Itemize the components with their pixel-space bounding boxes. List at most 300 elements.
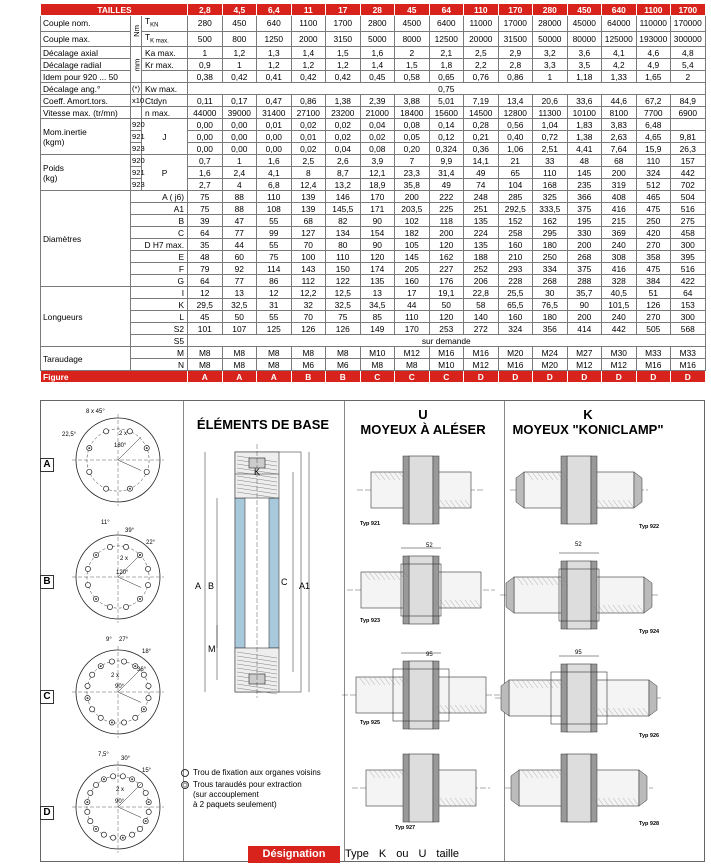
flange [591, 754, 597, 822]
dim-label: 52 [426, 543, 433, 549]
table-cell: 135 [360, 275, 395, 287]
table-cell: 2,1 [429, 47, 464, 59]
table-cell: 39000 [222, 107, 257, 119]
table-cell: 75 [188, 191, 223, 203]
symbol-cell: M [131, 347, 188, 359]
table-row [41, 215, 706, 227]
symbol-cell: C [131, 227, 188, 239]
table-cell: 168 [533, 179, 568, 191]
table-row [41, 155, 706, 167]
table-cell: 55 [257, 239, 292, 251]
table-cell: 80 [326, 239, 361, 251]
clamp-ring [516, 472, 524, 508]
table-cell: 20,6 [533, 95, 568, 107]
table-cell: 356 [533, 323, 568, 335]
table-cell: 77 [222, 227, 257, 239]
tapped-hole-icon [88, 447, 90, 449]
table-cell: 0,02 [326, 131, 361, 143]
dim-label: A [195, 581, 202, 591]
table-cell: 12,2 [291, 287, 326, 299]
angle-label: 7,5° [98, 752, 109, 758]
table-cell: 2,5 [464, 47, 499, 59]
table-cell: 319 [602, 179, 637, 191]
table-cell: 80000 [567, 31, 602, 47]
symbol-cell: S5 [131, 335, 188, 347]
table-cell: 4,65 [636, 131, 671, 143]
table-cell: 0,76 [464, 71, 499, 83]
table-cell: 308 [602, 251, 637, 263]
table-cell: M8 [257, 347, 292, 359]
table-cell: 8000 [395, 31, 430, 47]
table-cell: 171 [360, 203, 395, 215]
table-cell: 110 [533, 167, 568, 179]
hole-icon [143, 790, 148, 795]
table-row [41, 335, 706, 347]
table-cell: M8 [188, 347, 223, 359]
hole-icon [127, 429, 132, 434]
table-cell: 268 [533, 275, 568, 287]
table-cell: 193000 [636, 31, 671, 47]
table-cell: 0,01 [257, 119, 292, 131]
symbol-cell: Kr max. [142, 59, 188, 71]
table-cell: 122 [326, 275, 361, 287]
table-cell: 17000 [498, 16, 533, 32]
hole-icon [85, 683, 90, 688]
row-label: Couple max. [41, 31, 131, 47]
table-cell: 0,58 [395, 71, 430, 83]
table-row [41, 107, 706, 119]
clamp-ring [634, 472, 642, 508]
clamp-ring [649, 680, 657, 716]
table-cell: 442 [602, 323, 637, 335]
table-cell: 324 [498, 323, 533, 335]
table-cell: 110 [326, 251, 361, 263]
table-cell: 1,3 [257, 47, 292, 59]
angle-label: 120° [116, 570, 129, 576]
table-cell: 0,21 [464, 131, 499, 143]
table-cell: 118 [429, 215, 464, 227]
table-cell: 1250 [257, 31, 292, 47]
table-row [41, 16, 706, 32]
table-cell: 49 [429, 179, 464, 191]
table-cell: 0,02 [291, 143, 326, 155]
table-cell: 110 [464, 4, 499, 16]
table-cell: 235 [567, 179, 602, 191]
table-cell: D [498, 371, 533, 383]
table-row [41, 251, 706, 263]
tapped-hole-icon [95, 598, 97, 600]
table-cell: 300000 [671, 31, 706, 47]
table-cell: 15600 [429, 107, 464, 119]
row-label: Vitesse max. (tr/mn) [41, 107, 131, 119]
table-row [41, 347, 706, 359]
table-cell: 6,48 [636, 119, 671, 131]
table-cell: 275 [671, 215, 706, 227]
table-cell: 248 [464, 191, 499, 203]
table-cell: M6 [326, 359, 361, 371]
table-cell: 280 [533, 4, 568, 16]
hole-icon [85, 809, 90, 814]
table-cell: 12 [188, 287, 223, 299]
table-cell: 162 [533, 215, 568, 227]
hub-right [433, 770, 476, 806]
hole-icon [133, 715, 138, 720]
type-label: Typ 921 [360, 521, 381, 527]
symbol-cell: L [131, 311, 188, 323]
table-cell: 225 [429, 203, 464, 215]
table-row [41, 239, 706, 251]
table-cell: 330 [567, 227, 602, 239]
table-cell: 21000 [360, 107, 395, 119]
figure-letter-c: C [40, 690, 54, 704]
table-cell: 4,1 [602, 47, 637, 59]
tapped-hole-icon [122, 837, 124, 839]
table-cell: 0,11 [188, 95, 223, 107]
table-cell: 0,42 [291, 71, 326, 83]
table-cell: 324 [636, 167, 671, 179]
k-hub-drawings [503, 440, 703, 860]
table-cell: M12 [567, 359, 602, 371]
table-cell: 32 [291, 299, 326, 311]
table-cell: 107 [222, 323, 257, 335]
table-cell: 44 [395, 299, 430, 311]
tapped-hole-icon [145, 820, 147, 822]
flange [561, 456, 567, 524]
table-cell: 0,00 [188, 143, 223, 155]
table-cell: 18400 [395, 107, 430, 119]
table-cell: 86 [257, 275, 292, 287]
table-cell: 0,65 [429, 71, 464, 83]
table-cell: 1,6 [257, 155, 292, 167]
table-cell: 30 [533, 287, 568, 299]
symbol-cell: B [131, 215, 188, 227]
angle-label: 39° [125, 528, 135, 534]
table-cell: 48 [567, 155, 602, 167]
clamp-ring [639, 770, 647, 806]
table-row [41, 131, 706, 143]
table-cell: 1,4 [360, 59, 395, 71]
row-label: Décalage ang.° [41, 83, 131, 95]
symbol-cell: I [131, 287, 188, 299]
table-cell: 288 [567, 275, 602, 287]
table-cell: 0,08 [360, 143, 395, 155]
table-cell: sur demande [188, 335, 706, 347]
table-cell: 227 [429, 263, 464, 275]
tapped-hole-icon [143, 708, 145, 710]
table-cell: 0,00 [222, 131, 257, 143]
table-cell: 3,88 [395, 95, 430, 107]
radius-line [118, 807, 141, 818]
table-cell: 149 [360, 323, 395, 335]
table-cell: 126 [326, 323, 361, 335]
table-cell: 0,02 [326, 119, 361, 131]
angle-label: 18° [142, 649, 152, 655]
table-cell: 7,64 [602, 143, 637, 155]
table-cell: M24 [533, 347, 568, 359]
dim-label: C [281, 577, 288, 587]
table-row [41, 311, 706, 323]
angle-label: 22,5° [62, 432, 77, 438]
table-cell: 170000 [671, 16, 706, 32]
hole-icon [90, 672, 95, 677]
dim-label: K [254, 467, 261, 477]
table-cell: 3,3 [533, 59, 568, 71]
table-cell: 120 [429, 239, 464, 251]
table-cell: 135 [464, 215, 499, 227]
table-cell: 153 [671, 299, 706, 311]
symbol-cell: D H7 max. [131, 239, 188, 251]
table-cell: 162 [429, 251, 464, 263]
table-cell: 60 [222, 251, 257, 263]
table-cell: 0,86 [291, 95, 326, 107]
flange [433, 456, 439, 524]
table-cell: 150 [326, 263, 361, 275]
table-cell: 125000 [602, 31, 637, 47]
radius-line [118, 692, 141, 703]
table-cell: 88 [222, 203, 257, 215]
table-cell: 145 [395, 251, 430, 263]
tapped-hole-icon [87, 697, 89, 699]
flange [403, 456, 409, 524]
symbol-cell: A1 [131, 203, 188, 215]
table-cell: 140 [464, 311, 499, 323]
table-cell: 110 [395, 311, 430, 323]
table-cell: 293 [498, 263, 533, 275]
hole-icon [104, 429, 109, 434]
type-label: Typ 923 [360, 618, 381, 624]
table-cell: 0,00 [188, 131, 223, 143]
table-cell: 1,38 [567, 131, 602, 143]
table-cell: 270 [636, 239, 671, 251]
table-cell: 101 [188, 323, 223, 335]
table-cell: 120 [429, 311, 464, 323]
table-cell: 395 [671, 251, 706, 263]
angle-label: 8 x 45° [86, 409, 105, 415]
table-cell: 14,1 [464, 155, 499, 167]
hole-icon [87, 469, 92, 474]
table-cell: 200 [602, 167, 637, 179]
unit-cell: Nm [131, 16, 142, 47]
table-cell: C [395, 371, 430, 383]
table-cell: 0,38 [188, 71, 223, 83]
table-cell: 28 [360, 4, 395, 16]
table-cell: 45 [188, 311, 223, 323]
row-label: Couple nom. [41, 16, 131, 32]
table-cell: M16 [671, 359, 706, 371]
table-cell: 12500 [429, 31, 464, 47]
table-cell: 0,01 [291, 131, 326, 143]
table-cell: 160 [498, 239, 533, 251]
table-cell: 1100 [636, 4, 671, 16]
flange [403, 661, 409, 729]
table-cell: 200 [567, 239, 602, 251]
table-cell: 2,39 [360, 95, 395, 107]
clamp-ring [506, 577, 514, 613]
table-cell: 2000 [291, 31, 326, 47]
table-cell: 2,2 [464, 59, 499, 71]
row-label: Idem pour 920 ... 50 [41, 71, 131, 83]
table-cell: 40,5 [602, 287, 637, 299]
tapped-hole-icon [134, 665, 136, 667]
table-cell: 512 [636, 179, 671, 191]
row-label: Décalage radial [41, 59, 131, 71]
table-row [41, 167, 706, 179]
table-cell: 1,2 [291, 59, 326, 71]
table-cell: M8 [326, 347, 361, 359]
flange [591, 664, 597, 732]
table-cell: 325 [533, 191, 568, 203]
table-row [41, 143, 706, 155]
table-cell: 2,9 [498, 47, 533, 59]
table-cell: 0,02 [360, 131, 395, 143]
table-cell: 250 [636, 215, 671, 227]
hole-icon [107, 544, 112, 549]
table-cell: 253 [429, 323, 464, 335]
table-cell: 55 [257, 311, 292, 323]
table-cell: 0,14 [429, 119, 464, 131]
table-cell: 0,75 [188, 83, 706, 95]
table-cell: 0,86 [498, 71, 533, 83]
symbol-cell: n max. [142, 107, 188, 119]
table-cell: 11000 [464, 16, 499, 32]
flange [591, 456, 597, 524]
table-cell: 203,5 [395, 203, 430, 215]
table-cell: 475 [636, 263, 671, 275]
table-cell: 1,5 [395, 59, 430, 71]
group-label: Mom.inertie (kgm) [41, 119, 131, 155]
table-cell: 224 [464, 227, 499, 239]
table-cell: M12 [395, 347, 430, 359]
table-cell [671, 119, 706, 131]
table-cell: M16 [498, 359, 533, 371]
table-cell: 272 [464, 323, 499, 335]
table-cell: 33 [533, 155, 568, 167]
table-cell: 45000 [567, 16, 602, 32]
table-cell: 1 [188, 47, 223, 59]
table-cell: 65,5 [498, 299, 533, 311]
tapped-hole-icon [86, 801, 88, 803]
symbol-cell: Ctdyn [142, 95, 188, 107]
table-cell: 70 [291, 311, 326, 323]
table-cell: 442 [671, 167, 706, 179]
table-cell: 64 [188, 227, 223, 239]
group-label: Taraudage [41, 347, 131, 371]
tapped-hole-icon [148, 801, 150, 803]
table-cell: 1,06 [498, 143, 533, 155]
table-cell: 157 [671, 155, 706, 167]
table-cell: 270 [636, 311, 671, 323]
table-cell: 2,51 [533, 143, 568, 155]
hole-icon [123, 544, 128, 549]
table-cell: 26,3 [671, 143, 706, 155]
table-cell: D [602, 371, 637, 383]
dim-label: 95 [426, 652, 433, 658]
disc-pack [409, 456, 433, 524]
angle-label: 2 x [120, 556, 129, 562]
table-cell: 126 [636, 299, 671, 311]
table-cell: 1,6 [188, 167, 223, 179]
base-element-drawing [183, 440, 343, 700]
hole-icon [145, 582, 150, 587]
table-cell: 0,08 [395, 119, 430, 131]
table-cell: 450 [222, 16, 257, 32]
table-cell: 35,8 [395, 179, 430, 191]
tapped-hole-icon [100, 665, 102, 667]
table-cell: 13,4 [498, 95, 533, 107]
disc-pack [567, 664, 591, 732]
symbol-cell: E [131, 251, 188, 263]
table-cell: 568 [671, 323, 706, 335]
table-cell: 200 [395, 191, 430, 203]
table-row [41, 179, 706, 191]
table-cell: M16 [636, 359, 671, 371]
table-cell: 0,00 [222, 143, 257, 155]
table-cell: 333,5 [533, 203, 568, 215]
hole-icon [146, 683, 151, 688]
flange-patterns [40, 400, 182, 862]
figure-letter-b: B [40, 575, 54, 589]
type-label: Typ 924 [639, 629, 660, 635]
table-cell: 182 [395, 227, 430, 239]
flange [433, 556, 439, 624]
flange [561, 561, 567, 629]
table-cell: M12 [464, 359, 499, 371]
table-cell: 11 [291, 4, 326, 16]
symbol-cell: A ( j6) [131, 191, 188, 203]
disc-pack [567, 561, 591, 629]
base-title: ÉLÉMENTS DE BASE [196, 417, 330, 432]
type-label: Typ 928 [639, 821, 660, 827]
table-cell: 33,6 [567, 95, 602, 107]
unit-cell [131, 107, 142, 119]
table-cell: M33 [671, 347, 706, 359]
table-cell: 0,7 [188, 155, 223, 167]
table-cell: 35,7 [567, 287, 602, 299]
table-cell: 251 [464, 203, 499, 215]
symbol-cell: G [131, 275, 188, 287]
table-cell: 7,19 [464, 95, 499, 107]
dim-label: A1 [299, 581, 311, 591]
symbol-cell: S2 [131, 323, 188, 335]
hole-icon [88, 790, 93, 795]
table-cell: 17 [326, 4, 361, 16]
table-cell: 4 [222, 179, 257, 191]
table-cell: 12,5 [326, 287, 361, 299]
designation-text: Type K ou U taille [345, 848, 460, 860]
table-cell: 2,6 [326, 155, 361, 167]
table-cell: M8 [360, 359, 395, 371]
table-cell: 82 [326, 215, 361, 227]
table-cell: 375 [567, 263, 602, 275]
disc-pack [567, 754, 591, 822]
k-header: K MOYEUX "KONICLAMP" [512, 407, 664, 437]
table-cell: D [464, 371, 499, 383]
disc-pack [409, 754, 433, 822]
table-cell: 170 [360, 191, 395, 203]
table-row [41, 191, 706, 203]
table-cell: 2,4 [222, 167, 257, 179]
table-cell: 210 [498, 251, 533, 263]
table-cell: M20 [533, 359, 568, 371]
table-cell: 125 [257, 323, 292, 335]
table-cell: 295 [533, 227, 568, 239]
table-cell: 67,2 [636, 95, 671, 107]
type-label: Typ 926 [639, 733, 660, 739]
table-cell: 20000 [464, 31, 499, 47]
hub-left [509, 680, 567, 716]
table-cell: M8 [222, 347, 257, 359]
table-cell: 75 [257, 251, 292, 263]
